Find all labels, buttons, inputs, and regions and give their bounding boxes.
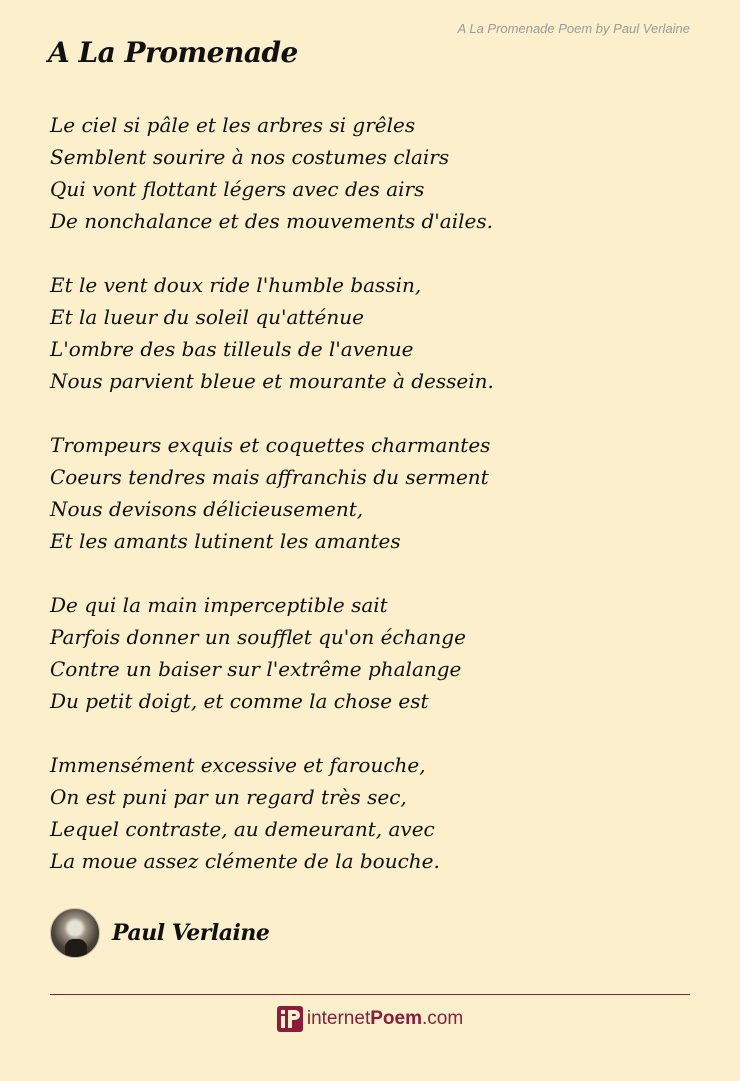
poem-line: On est puni par un regard très sec,: [50, 785, 407, 809]
poem-line: Contre un baiser sur l'extrême phalange: [50, 657, 462, 681]
poem-line: De qui la main imperceptible sait: [50, 593, 388, 617]
poem-title: A La Promenade: [48, 36, 298, 69]
brand-bold: Poem: [370, 1008, 422, 1029]
stanza-2: [50, 269, 690, 397]
author-portrait-icon[interactable]: [50, 908, 100, 958]
poem-line: Et le vent doux ride l'humble bassin,: [50, 273, 422, 297]
brand-prefix: internet: [306, 1008, 371, 1029]
poem-line: Trompeurs exquis et coquettes charmantes: [50, 433, 491, 457]
stanza-4: [50, 589, 690, 717]
footer-divider: [50, 994, 690, 995]
poem-line: Semblent sourire à nos costumes clairs: [50, 145, 450, 169]
poem-line: De nonchalance et des mouvements d'ailes.: [50, 209, 493, 233]
author-block[interactable]: [50, 908, 269, 958]
poem-line: L'ombre des bas tilleuls de l'avenue: [50, 337, 414, 361]
author-name-link[interactable]: Paul Verlaine: [112, 920, 270, 946]
stanza-3: [50, 429, 690, 557]
site-footer-link[interactable]: [0, 1006, 740, 1032]
poem-body: [50, 109, 690, 877]
poem-line: Du petit doigt, et comme la chose est: [50, 689, 429, 713]
stanza-1: [50, 109, 690, 237]
poem-line: Et la lueur du soleil qu'atténue: [50, 305, 364, 329]
ip-logo-icon: [277, 1006, 303, 1032]
brand-suffix: .com: [421, 1008, 464, 1029]
poem-line: Parfois donner un soufflet qu'on échange: [50, 625, 466, 649]
header-caption: A La Promenade Poem by Paul Verlaine: [457, 21, 690, 36]
poem-line: Le ciel si pâle et les arbres si grêles: [50, 113, 416, 137]
poem-line: La moue assez clémente de la bouche.: [50, 849, 440, 873]
poem-line: Immensément excessive et farouche,: [50, 753, 426, 777]
poem-line: Nous devisons délicieusement,: [50, 497, 364, 521]
poem-line: Qui vont flottant légers avec des airs: [50, 177, 425, 201]
poem-line: Lequel contraste, au demeurant, avec: [50, 817, 435, 841]
poem-line: Coeurs tendres mais affranchis du serment: [50, 465, 489, 489]
stanza-5: [50, 749, 690, 877]
poem-line: Et les amants lutinent les amantes: [50, 529, 401, 553]
poem-line: Nous parvient bleue et mourante à dessein.: [50, 369, 494, 393]
